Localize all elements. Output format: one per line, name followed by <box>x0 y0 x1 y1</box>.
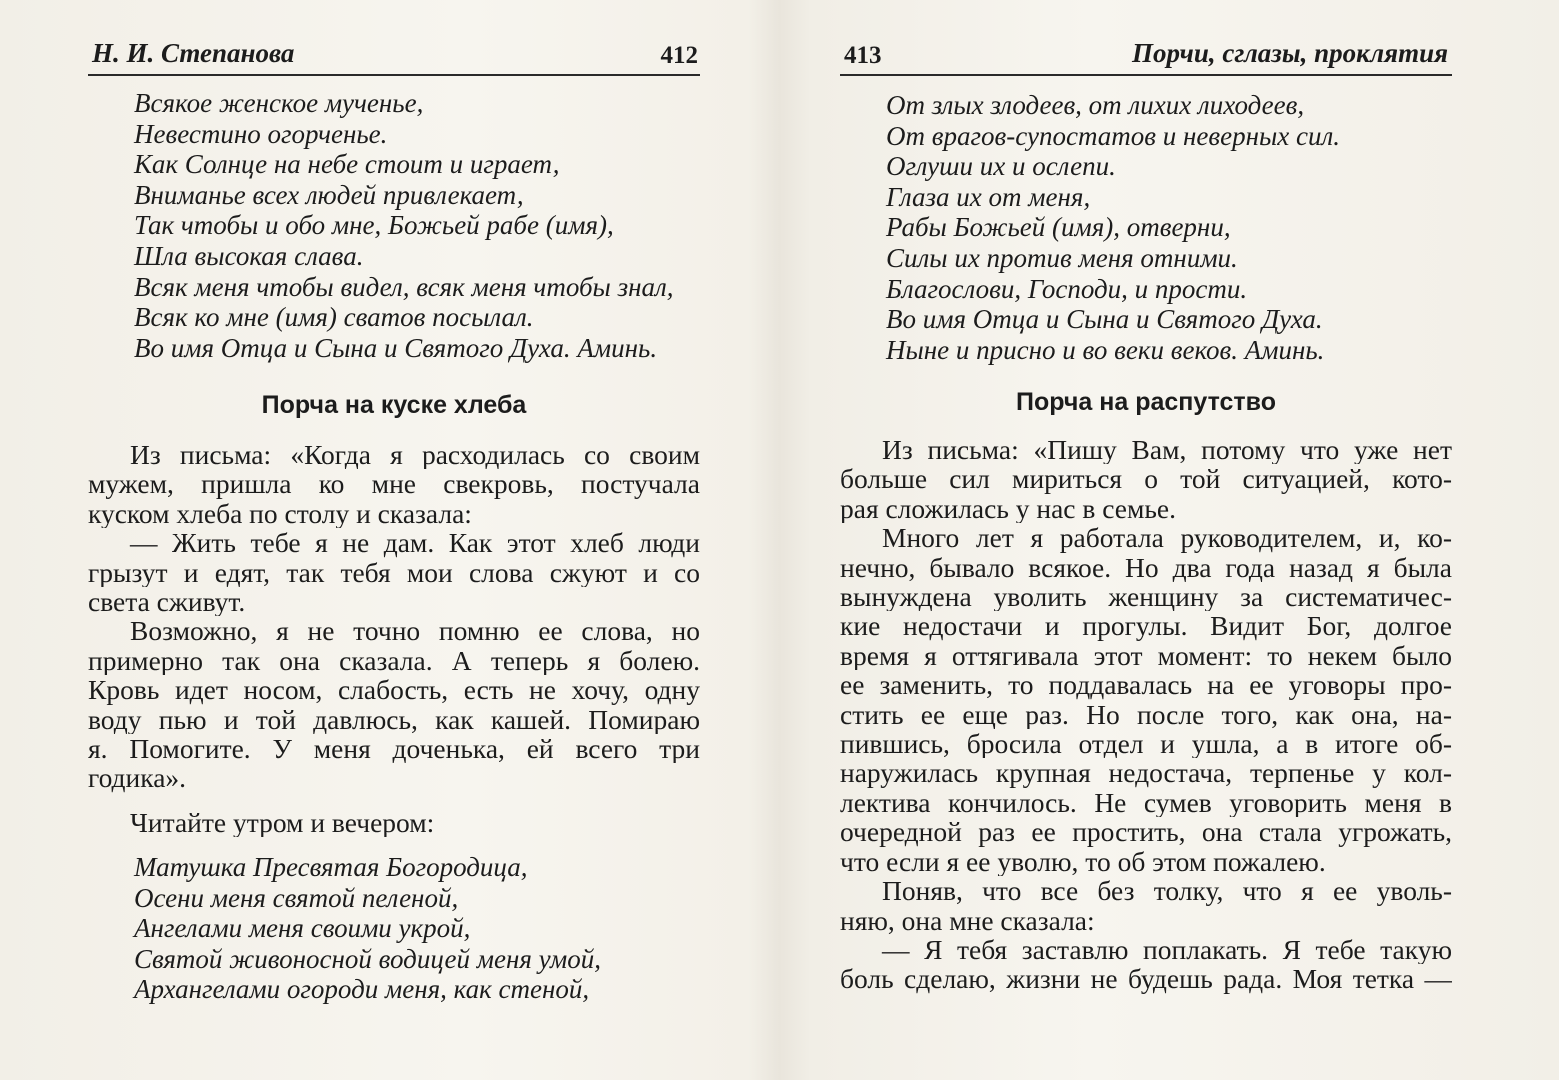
verse-line: От врагов-супостатов и неверных сил. <box>886 120 1341 151</box>
text-line: я. Помогите. У меня доченька, ей всего три <box>88 734 700 764</box>
text-line: Кровь идет носом, слабость, есть не хочу, одну <box>88 675 700 705</box>
text-line: куском хлеба по столу и сказала: <box>88 498 472 529</box>
verse-line: Всяк ко мне (имя) сватов посылал. <box>134 302 534 333</box>
text-line: наружилась крупная недостача, терпенье у кол- <box>840 758 1452 788</box>
verse-line: Святой живоносной водицей меня умой, <box>134 943 601 974</box>
text-line: время я оттягивала этот момент: то некем было <box>840 640 1452 671</box>
verse-line: Глаза их от меня, <box>886 181 1091 212</box>
verse-line: Матушка Пресвятая Богородица, <box>134 852 528 882</box>
text-line: Из письма: «Когда я расходилась со своим <box>130 440 700 470</box>
left-verse-bottom <box>88 852 700 1005</box>
text-line: рая сложилась у нас в семье. <box>840 493 1177 524</box>
verse-line: Ныне и присно и во веки веков. Аминь. <box>886 334 1325 365</box>
text-line: воду пью и той давлюсь, как кашей. Помираю <box>88 704 700 735</box>
verse-line: Рабы Божьей (имя), отверни, <box>886 212 1231 243</box>
text-line: годика». <box>88 763 187 793</box>
verse-line: Как Солнце на небе стоит и играет, <box>134 149 560 180</box>
right-verse-top <box>840 90 1452 365</box>
verse-line: Благослови, Господи, и прости. <box>886 273 1248 304</box>
left-verse-top <box>88 88 700 363</box>
text-line: вынуждена уволить женщину за систематичес- <box>840 582 1452 612</box>
text-line: света сживут. <box>88 587 246 617</box>
text-line: пившись, бросила отдел и ушла, а в итоге об- <box>840 729 1452 759</box>
verse-line: Ангелами меня своими укрой, <box>134 913 471 944</box>
text-line: — Я тебя заставлю поплакать. Я тебе такую <box>882 934 1452 965</box>
text-line: Много лет я работала руководителем, и, ко- <box>882 523 1452 553</box>
verse-line: Вниманье всех людей привлекает, <box>134 179 524 210</box>
verse-line: Во имя Отца и Сына и Святого Духа. Аминь. <box>134 332 658 363</box>
left-letter-text <box>88 440 700 793</box>
section-heading: Порча на распутство <box>1016 388 1276 416</box>
right-running-head <box>840 34 1452 76</box>
verse-line: Так чтобы и обо мне, Божьей рабе (имя), <box>134 210 614 241</box>
text-line: очередной раз ее простить, она стала угрожать, <box>840 817 1452 847</box>
text-line: грызут и едят, так тебя мои слова сжуют и со <box>88 557 700 588</box>
page-number: 412 <box>660 42 698 69</box>
verse-line: Во имя Отца и Сына и Святого Духа. <box>886 304 1323 335</box>
instruction-text: Читайте утром и вечером: <box>130 808 435 838</box>
text-line: Возможно, я не точно помню ее слова, но <box>130 616 700 646</box>
text-line: что если я ее уволю, то об этом пожалею. <box>840 846 1326 877</box>
author-name: Н. И. Степанова <box>92 38 295 68</box>
text-line: боль сделаю, жизни не будешь рада. Моя тетка — <box>840 964 1452 994</box>
text-line: лектива кончилось. Не сумев уговорить меня в <box>840 787 1452 818</box>
text-line: стить ее еще раз. Но после того, как она, на- <box>840 699 1452 730</box>
text-line: нечно, бывало всякое. Но два года назад я была <box>840 552 1452 583</box>
verse-line: Осени меня святой пеленой, <box>134 882 459 913</box>
text-line: больше сил мириться о той ситуацией, кото- <box>840 464 1452 494</box>
left-running-head <box>88 34 700 76</box>
text-line: Поняв, что все без толку, что я ее уволь- <box>882 876 1452 906</box>
verse-line: Шла высокая слава. <box>134 240 364 271</box>
text-line: кие недостачи и прогулы. Видит Бог, долгое <box>840 611 1452 641</box>
text-line: няю, она мне сказала: <box>840 905 1095 935</box>
verse-line: Оглуши их и ослепи. <box>886 151 1116 182</box>
text-line: Из письма: «Пишу Вам, потому что уже нет <box>882 435 1452 465</box>
book-title: Порчи, сглазы, проклятия <box>1132 38 1448 68</box>
text-line: ее заменить, то поддавалась на ее уговоры про- <box>840 670 1452 700</box>
text-line: — Жить тебе я не дам. Как этот хлеб люди <box>130 528 700 558</box>
verse-line: Всякое женское мученье, <box>134 88 424 118</box>
verse-line: Всяк меня чтобы видел, всяк меня чтобы знал, <box>134 271 674 302</box>
verse-line: От злых злодеев, от лихих лиходеев, <box>886 90 1305 120</box>
section-heading: Порча на куске хлеба <box>261 391 527 419</box>
right-letter-text <box>840 435 1452 994</box>
text-line: примерно так она сказала. А теперь я болею. <box>88 645 700 676</box>
verse-line: Невестино огорченье. <box>134 118 388 149</box>
text-line: мужем, пришла ко мне свекровь, постучала <box>88 469 700 499</box>
verse-line: Архангелами огороди меня, как стеной, <box>134 974 590 1005</box>
verse-line: Силы их против меня отними. <box>886 242 1238 273</box>
page-number: 413 <box>844 42 882 69</box>
